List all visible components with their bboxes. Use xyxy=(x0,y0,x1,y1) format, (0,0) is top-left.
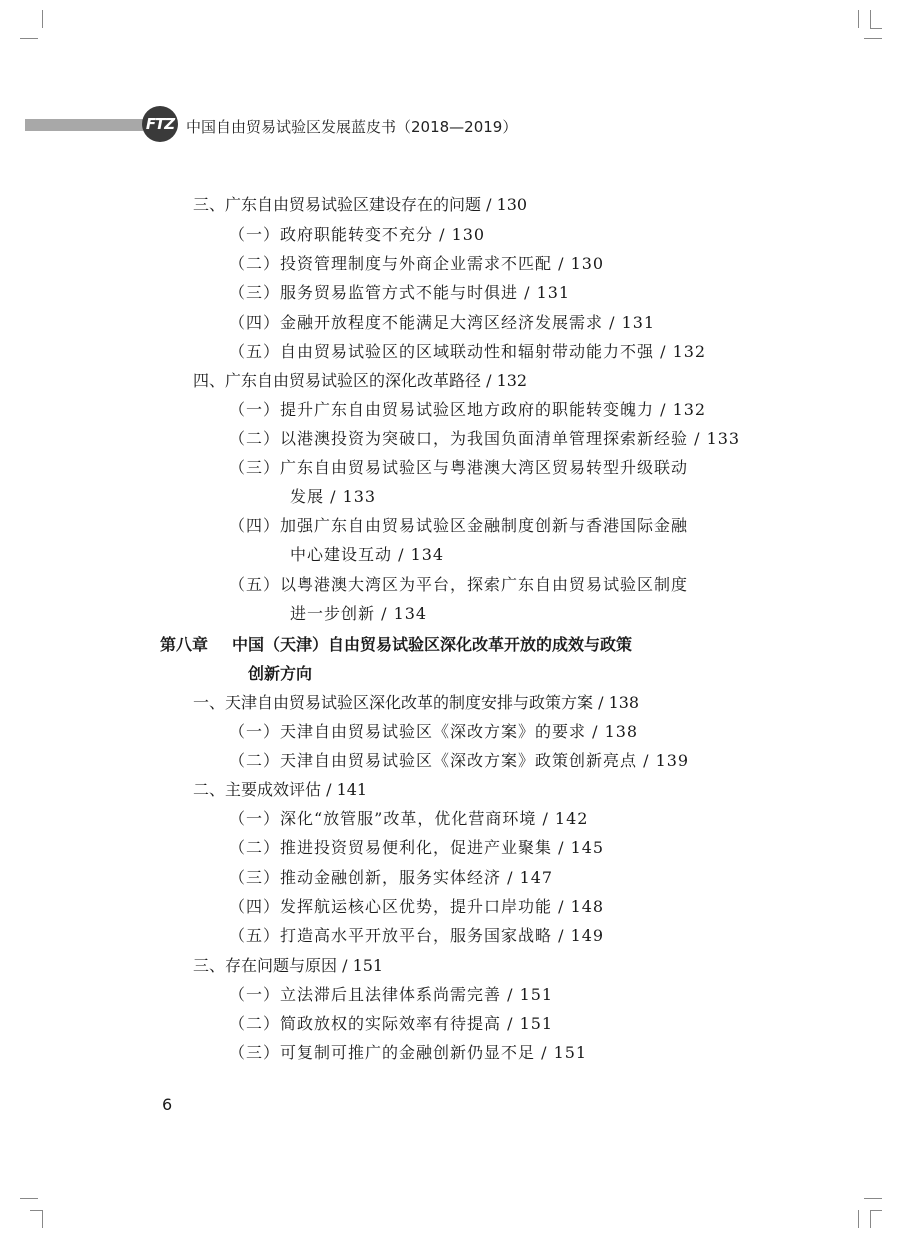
crop-mark xyxy=(858,1210,859,1228)
toc-subsection: （四）加强广东自由贸易试验区金融制度创新与香港国际金融 xyxy=(229,516,689,535)
toc-subsection: （三）推动金融创新，服务实体经济 / 147 xyxy=(229,868,554,887)
toc-subsection: （一）政府职能转变不充分 / 130 xyxy=(229,225,486,244)
toc-subsection: （一）提升广东自由贸易试验区地方政府的职能转变魄力 / 132 xyxy=(229,400,707,419)
toc-subsection: （五）自由贸易试验区的区域联动性和辐射带动能力不强 / 132 xyxy=(229,342,707,361)
crop-mark xyxy=(864,1198,882,1199)
crop-mark xyxy=(20,38,38,39)
toc-subsection: （一）天津自由贸易试验区《深改方案》的要求 / 138 xyxy=(229,722,639,741)
chapter-number: 第八章 xyxy=(160,635,209,654)
crop-mark xyxy=(20,1198,38,1199)
toc-section: 四、广东自由贸易试验区的深化改革路径 / 132 xyxy=(193,371,528,390)
crop-mark xyxy=(42,10,43,28)
toc-subsection-continued: 发展 / 133 xyxy=(290,487,377,506)
toc-subsection: （一）深化“放管服”改革，优化营商环境 / 142 xyxy=(229,809,589,828)
crop-mark xyxy=(870,10,871,28)
crop-mark xyxy=(42,1210,43,1228)
toc-section: 三、存在问题与原因 / 151 xyxy=(193,956,384,975)
toc-subsection: （三）可复制可推广的金融创新仍显不足 / 151 xyxy=(229,1043,588,1062)
crop-mark xyxy=(870,1210,871,1228)
toc-subsection: （二）天津自由贸易试验区《深改方案》政策创新亮点 / 139 xyxy=(229,751,690,770)
toc-subsection: （二）投资管理制度与外商企业需求不匹配 / 130 xyxy=(229,254,605,273)
toc-subsection: （三）广东自由贸易试验区与粤港澳大湾区贸易转型升级联动 xyxy=(229,458,689,477)
crop-mark xyxy=(870,1210,882,1211)
header-bar xyxy=(25,119,143,131)
toc-chapter-heading-continued: 创新方向 xyxy=(248,664,313,683)
toc-subsection: （一）立法滞后且法律体系尚需完善 / 151 xyxy=(229,985,554,1004)
crop-mark xyxy=(870,28,882,29)
logo-text: FTZ xyxy=(145,115,175,133)
toc-subsection-continued: 进一步创新 / 134 xyxy=(290,604,428,623)
crop-mark xyxy=(864,38,882,39)
running-header-title: 中国自由贸易试验区发展蓝皮书（2018—2019） xyxy=(186,118,518,136)
toc-subsection: （四）发挥航运核心区优势，提升口岸功能 / 148 xyxy=(229,897,605,916)
toc-subsection: （二）推进投资贸易便利化，促进产业聚集 / 145 xyxy=(229,838,605,857)
toc-subsection: （五）以粤港澳大湾区为平台，探索广东自由贸易试验区制度 xyxy=(229,575,689,594)
toc-subsection: （三）服务贸易监管方式不能与时俱进 / 131 xyxy=(229,283,571,302)
toc-section: 二、主要成效评估 / 141 xyxy=(193,780,368,799)
page-number: 6 xyxy=(162,1095,173,1114)
toc-subsection: （二）以港澳投资为突破口，为我国负面清单管理探索新经验 / 133 xyxy=(229,429,741,448)
toc-section: 一、天津自由贸易试验区深化改革的制度安排与政策方案 / 138 xyxy=(193,693,640,712)
toc-subsection: （二）简政放权的实际效率有待提高 / 151 xyxy=(229,1014,554,1033)
ftz-logo xyxy=(142,106,178,142)
toc-subsection: （四）金融开放程度不能满足大湾区经济发展需求 / 131 xyxy=(229,313,656,332)
toc-section: 三、广东自由贸易试验区建设存在的问题 / 130 xyxy=(193,195,528,214)
chapter-title: 中国（天津）自由贸易试验区深化改革开放的成效与政策 xyxy=(232,635,633,654)
toc-subsection: （五）打造高水平开放平台，服务国家战略 / 149 xyxy=(229,926,605,945)
crop-mark xyxy=(30,1210,42,1211)
toc-subsection-continued: 中心建设互动 / 134 xyxy=(290,545,445,564)
crop-mark xyxy=(858,10,859,28)
toc-chapter-heading xyxy=(160,635,632,655)
